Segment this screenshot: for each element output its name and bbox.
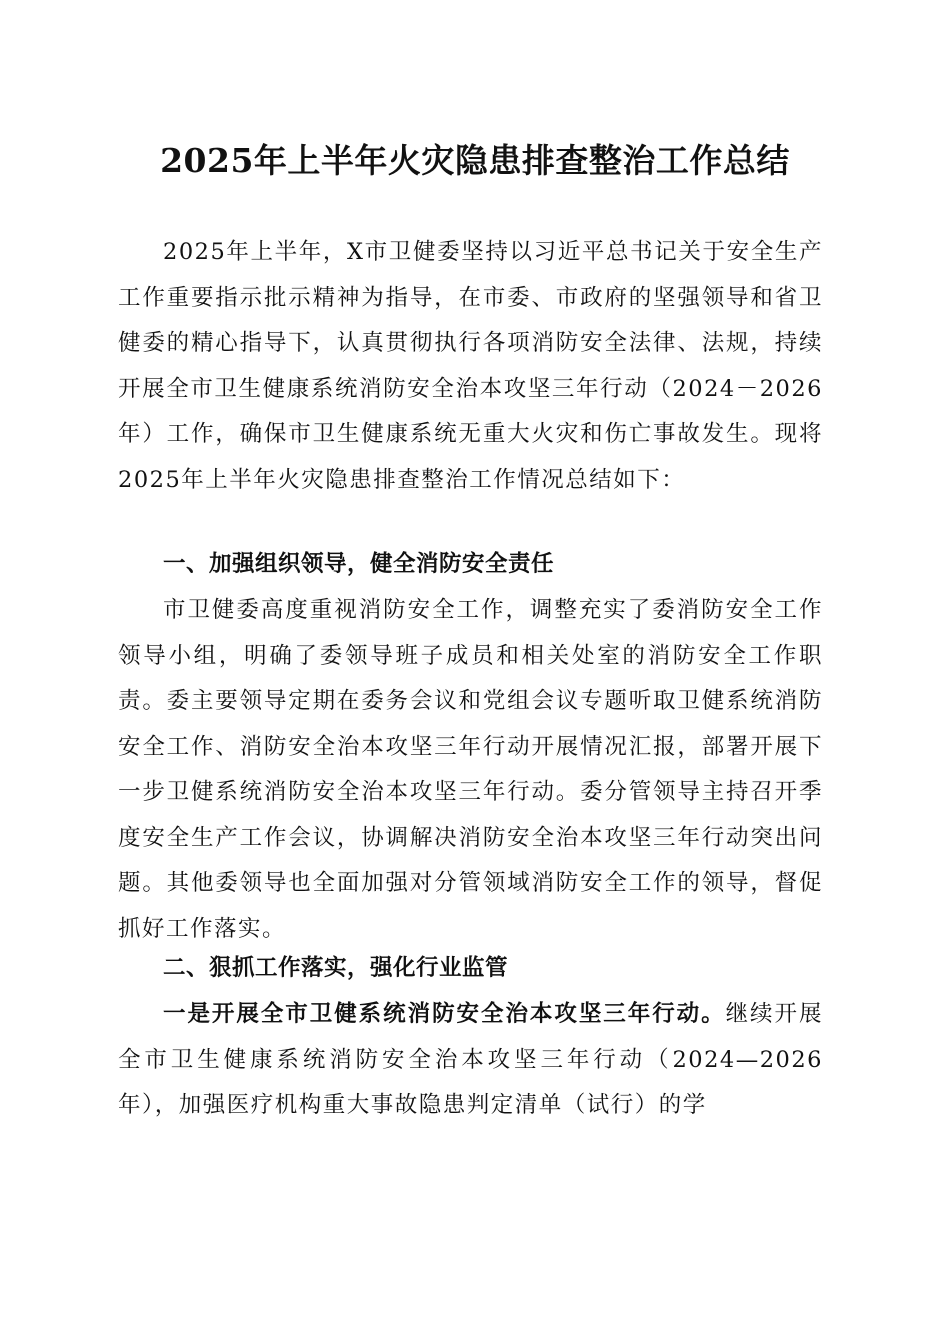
section-heading-2: 二、狠抓工作落实，强化行业监管 [163, 955, 509, 981]
section2-paragraph [118, 992, 823, 1129]
section1-paragraph: 市卫健委高度重视消防安全工作，调整充实了委消防安全工作领导小组，明确了委领导班子成员和相关处室的消防安全工作职责。委主要领导定期在委务会议和党组会议专题听取卫健系统消防安全工作、消防安全治本攻坚三年行动开展情况汇报，部署开展下一步卫健系统消防安全治本攻坚三年行动。委分管领导主持召开季度安全生产工作会议，协调解决消防安全治本攻坚三年行动突出问题。其他委领导也全面加强对分管领域消防安全工作的领导，督促抓好工作落实。 [118, 597, 823, 942]
section-heading-1: 一、加强组织领导，健全消防安全责任 [163, 551, 555, 577]
section2-lead: 一是开展全市卫健系统消防安全治本攻坚三年行动。 [163, 1001, 726, 1027]
intro-paragraph: 2025年上半年，X市卫健委坚持以习近平总书记关于安全生产工作重要指示批示精神为指导，在市委、市政府的坚强领导和省卫健委的精心指导下，认真贯彻执行各项消防安全法律、法规，持续开展全市卫生健康系统消防安全治本攻坚三年行动（2024－2026年）工作，确保市卫生健康系统无重大火灾和伤亡事故发生。现将2025年上半年火灾隐患排查整治工作情况总结如下： [118, 239, 823, 493]
document-title: 2025年上半年火灾隐患排查整治工作总结 [160, 141, 790, 180]
section2-body: 继续开展全市卫生健康系统消防安全治本攻坚三年行动（2024—2026年），加强医疗机构重大事故隐患判定清单（试行）的学 [118, 1001, 823, 1118]
